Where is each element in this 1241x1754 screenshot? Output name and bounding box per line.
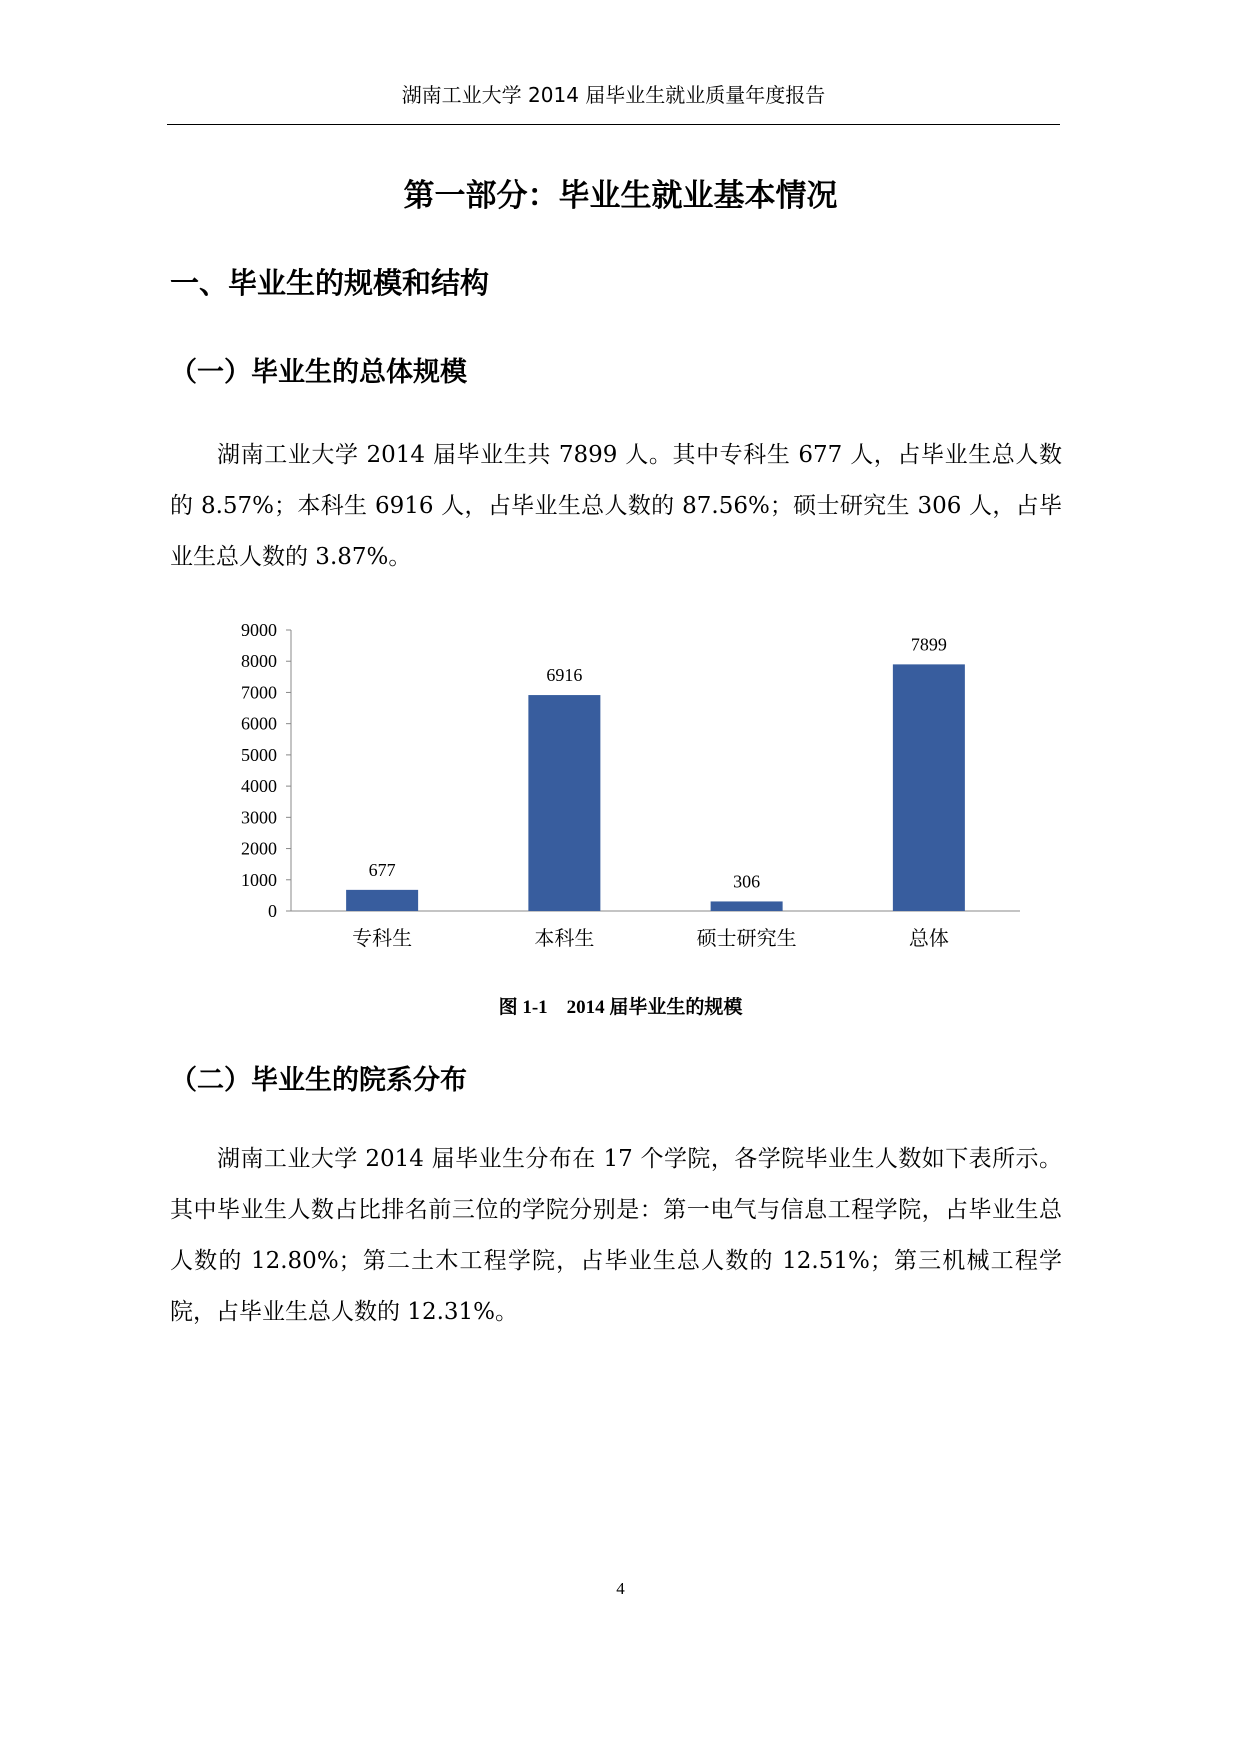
data-label: 306	[733, 871, 761, 892]
bar	[711, 901, 783, 911]
data-labels	[369, 634, 947, 891]
y-tick-label: 2000	[241, 838, 277, 859]
header-rule	[167, 124, 1060, 125]
data-label: 6916	[546, 665, 583, 686]
y-tick-label: 8000	[241, 651, 277, 672]
subsection-heading-distribution: （二）毕业生的院系分布	[170, 1065, 467, 1096]
section-heading: 一、毕业生的规模和结构	[170, 266, 490, 300]
part-title: 第一部分：毕业生就业基本情况	[403, 178, 838, 214]
subsection-heading-scale: （一）毕业生的总体规模	[170, 357, 467, 388]
paragraph-scale: 湖南工业大学 2014 届毕业生共 7899 人。其中专科生 677 人，占毕业生总人数的 8.57%；本科生 6916 人，占毕业生总人数的 87.56%；硕士研究生 306 人，占毕业生总人数的 3.87%。	[170, 442, 1062, 570]
bar	[893, 664, 965, 911]
x-tick-labels	[352, 927, 949, 950]
y-tick-label: 7000	[241, 682, 277, 703]
y-tick-label: 0	[268, 901, 277, 921]
x-tick-label: 本科生	[534, 928, 595, 950]
y-tick-label: 9000	[241, 620, 277, 640]
y-tick-label: 5000	[241, 744, 277, 765]
page-number: 4	[616, 1579, 625, 1598]
y-tick-label: 3000	[241, 807, 277, 828]
y-tick-label: 4000	[241, 776, 277, 797]
chart-bars	[346, 664, 965, 911]
x-tick-label: 硕士研究生	[696, 928, 797, 950]
bar	[346, 890, 418, 911]
paragraph-distribution: 湖南工业大学 2014 届毕业生分布在 17 个学院，各学院毕业生人数如下表所示。其中毕业生人数占比排名前三位的学院分别是：第一电气与信息工程学院，占毕业生总人数的 12.80%；第二土木工程学院，占毕业生总人数的 12.51%；第三机械工程学院，占毕业生总人数的 12.31%。	[170, 1146, 1062, 1325]
running-header: 湖南工业大学 2014 届毕业生就业质量年度报告	[401, 83, 826, 107]
bar	[528, 695, 600, 911]
figure-caption: 图 1-1 2014 届毕业生的规模	[498, 997, 743, 1018]
y-tick-labels	[241, 620, 277, 921]
y-tick-label: 1000	[241, 869, 277, 890]
x-tick-label: 专科生	[352, 928, 413, 950]
y-tick-label: 6000	[241, 713, 277, 734]
x-tick-label: 总体	[908, 928, 949, 950]
data-label: 7899	[910, 634, 947, 655]
graduates-bar-chart	[225, 615, 1045, 965]
data-label: 677	[368, 859, 396, 880]
